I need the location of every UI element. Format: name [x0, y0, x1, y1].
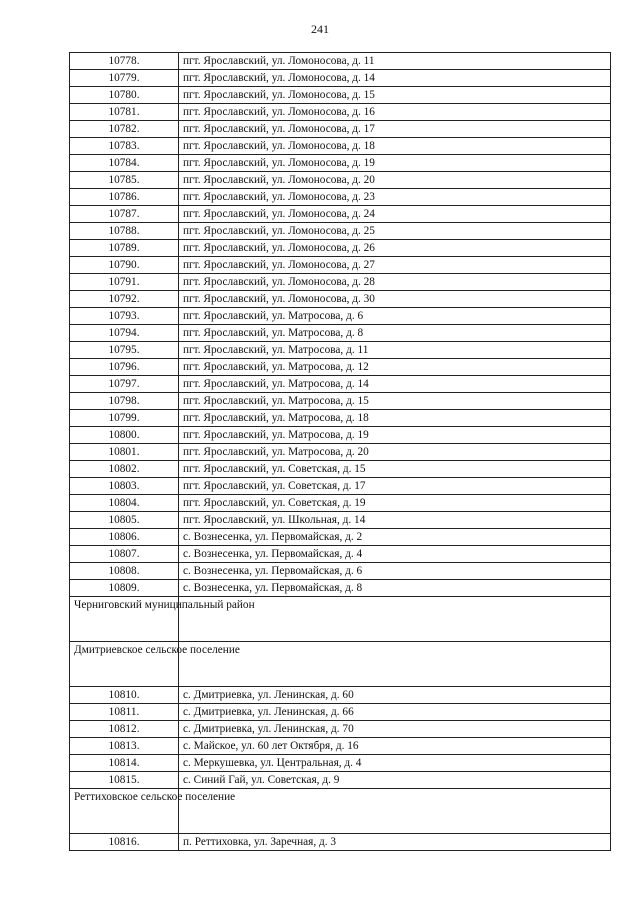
row-number: 10793. [70, 308, 179, 325]
table-row [70, 308, 611, 325]
section-header-row [70, 789, 611, 834]
table-row [70, 738, 611, 755]
row-address: пгт. Ярославский, ул. Советская, д. 15 [179, 461, 611, 478]
row-address: пгт. Ярославский, ул. Ломоносова, д. 15 [179, 87, 611, 104]
table-row [70, 104, 611, 121]
row-number: 10814. [70, 755, 179, 772]
table-row [70, 206, 611, 223]
page-number: 241 [311, 22, 329, 36]
table-row [70, 155, 611, 172]
table-row [70, 121, 611, 138]
row-address: пгт. Ярославский, ул. Ломоносова, д. 27 [179, 257, 611, 274]
table-row [70, 359, 611, 376]
table-row [70, 834, 611, 851]
row-number: 10815. [70, 772, 179, 789]
table-row [70, 87, 611, 104]
row-address: пгт. Ярославский, ул. Ломоносова, д. 19 [179, 155, 611, 172]
row-number: 10796. [70, 359, 179, 376]
row-number: 10801. [70, 444, 179, 461]
table-row [70, 172, 611, 189]
table-row [70, 563, 611, 580]
row-address: пгт. Ярославский, ул. Ломоносова, д. 30 [179, 291, 611, 308]
table-row [70, 257, 611, 274]
row-number: 10790. [70, 257, 179, 274]
row-number: 10782. [70, 121, 179, 138]
row-number: 10779. [70, 70, 179, 87]
table-row [70, 580, 611, 597]
row-address: с. Вознесенка, ул. Первомайская, д. 6 [179, 563, 611, 580]
table-row [70, 478, 611, 495]
row-number: 10786. [70, 189, 179, 206]
address-table [69, 52, 611, 851]
row-number: 10788. [70, 223, 179, 240]
table-row [70, 444, 611, 461]
table-row [70, 189, 611, 206]
row-address: пгт. Ярославский, ул. Матросова, д. 6 [179, 308, 611, 325]
row-number: 10807. [70, 546, 179, 563]
table-row [70, 529, 611, 546]
row-number: 10799. [70, 410, 179, 427]
row-number: 10787. [70, 206, 179, 223]
row-number: 10808. [70, 563, 179, 580]
row-address: п. Реттиховка, ул. Заречная, д. 3 [179, 834, 611, 851]
section-header-row [70, 597, 611, 642]
row-number: 10802. [70, 461, 179, 478]
row-address: пгт. Ярославский, ул. Ломоносова, д. 16 [179, 104, 611, 121]
row-address: пгт. Ярославский, ул. Матросова, д. 12 [179, 359, 611, 376]
row-number: 10789. [70, 240, 179, 257]
row-number: 10811. [70, 704, 179, 721]
table-row [70, 342, 611, 359]
row-address: пгт. Ярославский, ул. Ломоносова, д. 23 [179, 189, 611, 206]
table-row [70, 755, 611, 772]
table-row [70, 461, 611, 478]
row-address: пгт. Ярославский, ул. Ломоносова, д. 20 [179, 172, 611, 189]
table-row [70, 772, 611, 789]
section-header-empty-cell [179, 642, 611, 687]
row-number: 10795. [70, 342, 179, 359]
row-number: 10803. [70, 478, 179, 495]
row-address: с. Вознесенка, ул. Первомайская, д. 8 [179, 580, 611, 597]
table-row [70, 546, 611, 563]
row-number: 10781. [70, 104, 179, 121]
row-address: пгт. Ярославский, ул. Ломоносова, д. 17 [179, 121, 611, 138]
row-number: 10813. [70, 738, 179, 755]
table-row [70, 721, 611, 738]
row-address: с. Дмитриевка, ул. Ленинская, д. 70 [179, 721, 611, 738]
row-number: 10792. [70, 291, 179, 308]
row-number: 10798. [70, 393, 179, 410]
section-header-row [70, 642, 611, 687]
section-header-label: Реттиховское сельское поселение [70, 789, 179, 834]
row-address: с. Меркушевка, ул. Центральная, д. 4 [179, 755, 611, 772]
row-address: пгт. Ярославский, ул. Матросова, д. 8 [179, 325, 611, 342]
table-row [70, 325, 611, 342]
row-address: пгт. Ярославский, ул. Матросова, д. 15 [179, 393, 611, 410]
table-row [70, 240, 611, 257]
row-address: пгт. Ярославский, ул. Ломоносова, д. 26 [179, 240, 611, 257]
row-address: с. Дмитриевка, ул. Ленинская, д. 66 [179, 704, 611, 721]
row-address: пгт. Ярославский, ул. Матросова, д. 20 [179, 444, 611, 461]
row-address: пгт. Ярославский, ул. Ломоносова, д. 11 [179, 53, 611, 70]
row-number: 10780. [70, 87, 179, 104]
row-number: 10794. [70, 325, 179, 342]
section-header-label: Дмитриевское сельское поселение [70, 642, 179, 687]
row-number: 10810. [70, 687, 179, 704]
section-header-empty-cell [179, 789, 611, 834]
row-number: 10816. [70, 834, 179, 851]
row-address: пгт. Ярославский, ул. Ломоносова, д. 28 [179, 274, 611, 291]
row-address: пгт. Ярославский, ул. Матросова, д. 14 [179, 376, 611, 393]
table-row [70, 70, 611, 87]
table-row [70, 53, 611, 70]
row-address: пгт. Ярославский, ул. Советская, д. 17 [179, 478, 611, 495]
row-number: 10800. [70, 427, 179, 444]
row-address: пгт. Ярославский, ул. Ломоносова, д. 25 [179, 223, 611, 240]
table-row [70, 376, 611, 393]
row-number: 10791. [70, 274, 179, 291]
row-number: 10805. [70, 512, 179, 529]
table-row [70, 393, 611, 410]
row-number: 10778. [70, 53, 179, 70]
table-row [70, 274, 611, 291]
row-address: пгт. Ярославский, ул. Матросова, д. 19 [179, 427, 611, 444]
table-row [70, 410, 611, 427]
row-number: 10804. [70, 495, 179, 512]
row-address: с. Вознесенка, ул. Первомайская, д. 4 [179, 546, 611, 563]
section-header-label: Черниговский муниципальный район [70, 597, 179, 642]
row-number: 10806. [70, 529, 179, 546]
row-address: с. Вознесенка, ул. Первомайская, д. 2 [179, 529, 611, 546]
row-number: 10797. [70, 376, 179, 393]
row-number: 10783. [70, 138, 179, 155]
table-row [70, 138, 611, 155]
row-address: с. Майское, ул. 60 лет Октября, д. 16 [179, 738, 611, 755]
table-row [70, 495, 611, 512]
row-address: пгт. Ярославский, ул. Советская, д. 19 [179, 495, 611, 512]
row-number: 10784. [70, 155, 179, 172]
address-table-body [70, 53, 611, 851]
row-address: с. Синий Гай, ул. Советская, д. 9 [179, 772, 611, 789]
row-number: 10812. [70, 721, 179, 738]
row-address: пгт. Ярославский, ул. Ломоносова, д. 18 [179, 138, 611, 155]
table-row [70, 427, 611, 444]
table-row [70, 291, 611, 308]
row-address: пгт. Ярославский, ул. Ломоносова, д. 14 [179, 70, 611, 87]
row-number: 10785. [70, 172, 179, 189]
row-address: пгт. Ярославский, ул. Матросова, д. 11 [179, 342, 611, 359]
row-number: 10809. [70, 580, 179, 597]
table-row [70, 704, 611, 721]
table-row [70, 687, 611, 704]
row-address: пгт. Ярославский, ул. Школьная, д. 14 [179, 512, 611, 529]
row-address: пгт. Ярославский, ул. Матросова, д. 18 [179, 410, 611, 427]
row-address: с. Дмитриевка, ул. Ленинская, д. 60 [179, 687, 611, 704]
table-row [70, 223, 611, 240]
row-address: пгт. Ярославский, ул. Ломоносова, д. 24 [179, 206, 611, 223]
table-row [70, 512, 611, 529]
